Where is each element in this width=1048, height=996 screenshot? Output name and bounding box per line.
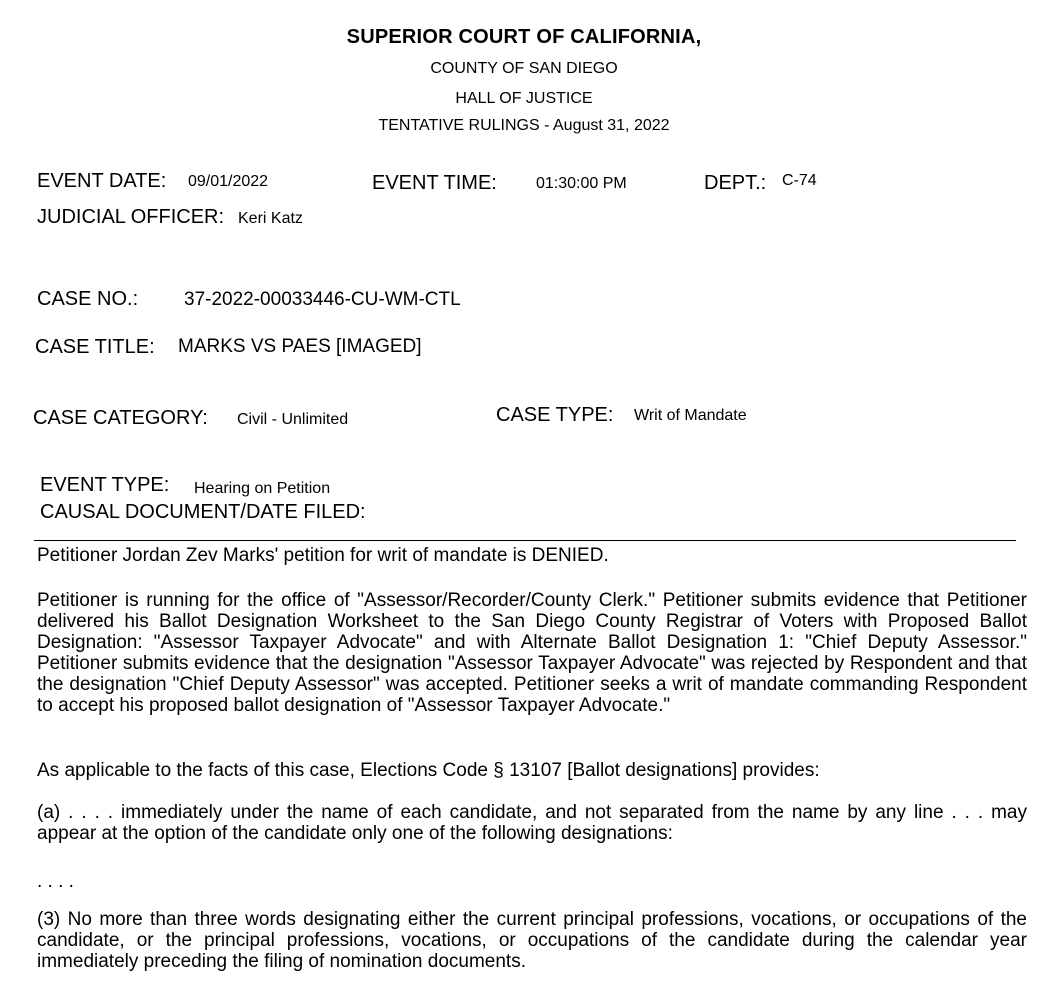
event-date-value: 09/01/2022: [188, 173, 269, 190]
event-time-label: EVENT TIME:: [372, 172, 497, 194]
county-name: COUNTY OF SAN DIEGO: [430, 60, 618, 77]
case-category-label: CASE CATEGORY:: [33, 407, 208, 429]
causal-document-label: CAUSAL DOCUMENT/DATE FILED:: [40, 501, 366, 523]
case-title-label: CASE TITLE:: [35, 336, 155, 358]
ruling-ellipsis: . . . .: [37, 871, 74, 892]
ruling-paragraph-6: (3) No more than three words designating either the current principal professions, vocations, or occupations of the candidate, or the principal professions, vocations, or occupations of the candidate during the calendar year immediately preceding the filing of nomination documents.: [37, 909, 1027, 972]
event-type-label: EVENT TYPE:: [40, 474, 170, 496]
ruling-paragraph-2: Petitioner is running for the office of "Assessor/Recorder/County Clerk." Petitioner submits evidence that Petitioner delivered his Ballot Designation Worksheet to the San Diego County Registrar of Voters with Proposed Ballot Designation: "Assessor Taxpayer Advocate" and with Alternate Ballot Designation 1: "Chief Deputy Assessor." Petitioner submits evidence that the designation "Assessor Taxpayer Advocate" was rejected by Respondent and that the designation "Chief Deputy Assessor" was accepted. Petitioner seeks a writ of mandate commanding Respondent to accept his proposed ballot designation of "Assessor Taxpayer Advocate.": [37, 590, 1027, 716]
dept-value: C-74: [782, 172, 817, 189]
judicial-officer-label: JUDICIAL OFFICER:: [37, 206, 225, 228]
case-title-value: MARKS VS PAES [IMAGED]: [178, 336, 422, 357]
event-date-label: EVENT DATE:: [37, 170, 167, 192]
ruling-paragraph-1: Petitioner Jordan Zev Marks' petition for writ of mandate is DENIED.: [37, 545, 609, 566]
event-type-value: Hearing on Petition: [194, 480, 331, 497]
case-type-value: Writ of Mandate: [634, 407, 747, 424]
case-type-label: CASE TYPE:: [496, 404, 614, 426]
ruling-paragraph-3: As applicable to the facts of this case, Elections Code § 13107 [Ballot designations] provides:: [37, 760, 820, 781]
hall-name: HALL OF JUSTICE: [455, 90, 593, 107]
case-no-value: 37-2022-00033446-CU-WM-CTL: [184, 289, 461, 310]
event-time-value: 01:30:00 PM: [536, 175, 627, 192]
section-divider: [34, 540, 1016, 541]
judicial-officer-value: Keri Katz: [238, 210, 303, 227]
rulings-date: TENTATIVE RULINGS - August 31, 2022: [378, 117, 670, 134]
case-category-value: Civil - Unlimited: [237, 411, 349, 428]
ruling-paragraph-4: (a) . . . . immediately under the name of each candidate, and not separated from the name by any line . . . may appear at the option of the candidate only one of the following designations:: [37, 802, 1027, 844]
case-no-label: CASE NO.:: [37, 288, 139, 310]
dept-label: DEPT.:: [704, 172, 767, 194]
court-name: SUPERIOR COURT OF CALIFORNIA,: [346, 26, 702, 48]
